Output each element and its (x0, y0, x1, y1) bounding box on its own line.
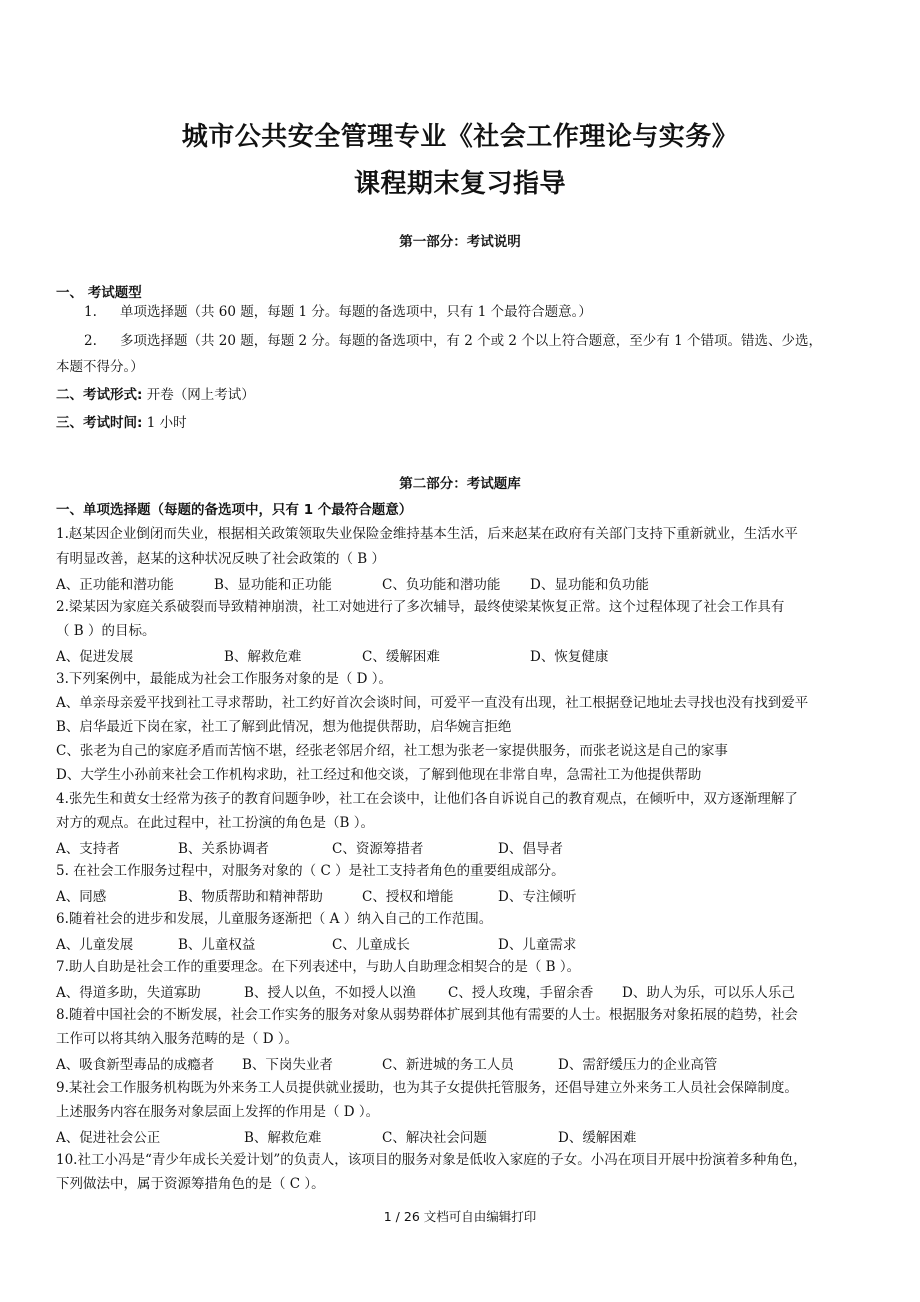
question-7-line-1: 7.助人自助是社会工作的重要理念。在下列表述中，与助人自助理念相契合的是（ B ）。 (56, 959, 581, 975)
option-c: C、授权和增能 (362, 889, 454, 905)
exam-type-item-1 (84, 302, 592, 322)
option-c: C、缓解困难 (362, 649, 440, 665)
question-9-line-2: 上述服务内容在服务对象层面上发挥的作用是（ D ）。 (56, 1104, 380, 1120)
question-3-option-c: C、张老为自己的家庭矛盾而苦恼不堪，经张老邻居介绍，社工想为张老一家提供服务，而张老说这是自己的家事 (56, 743, 728, 759)
part2-heading: 第二部分：考试题库 (399, 476, 521, 492)
option-d: D、缓解困难 (558, 1130, 637, 1146)
option-a: A、吸食新型毒品的成瘾者 (56, 1057, 215, 1073)
option-b: B、解救危难 (244, 1130, 322, 1146)
item-number: 1. (84, 304, 97, 320)
option-a: A、促进发展 (56, 649, 134, 665)
exam-time-value: 1 小时 (146, 415, 187, 431)
question-4-line-2: 对方的观点。在此过程中，社工扮演的角色是（B ）。 (56, 815, 374, 831)
option-c: C、资源筹措者 (332, 841, 424, 857)
option-d: D、显功能和负功能 (530, 577, 649, 593)
exam-time-label: 三、考试时间: (56, 415, 143, 431)
single-choice-section-heading: 一、单项选择题（每题的备选项中，只有 1 个最符合题意） (56, 502, 413, 518)
option-c: C、儿童成长 (332, 937, 410, 953)
exam-form-line (56, 385, 255, 405)
question-1-options (56, 573, 856, 593)
question-8-options (56, 1053, 856, 1073)
option-b: B、显功能和正功能 (214, 577, 332, 593)
option-d: D、助人为乐，可以乐人乐己 (622, 985, 795, 1001)
option-d: D、儿童需求 (498, 937, 577, 953)
question-4-line-1: 4.张先生和黄女士经常为孩子的教育问题争吵，社工在会谈中，让他们各自诉说自己的教育观点，在倾听中，双方逐渐理解了 (56, 791, 798, 807)
item-text: 单项选择题（共 60 题，每题 1 分。每题的备选项中，只有 1 个最符合题意。） (120, 304, 592, 320)
question-2-options (56, 645, 856, 665)
option-b: B、物质帮助和精神帮助 (178, 889, 323, 905)
item-text: 多项选择题（共 20 题，每题 2 分。每题的备选项中，有 2 个或 2 个以上符合题意，至少有 1 个错项。错选、少选， (120, 333, 822, 349)
option-d: D、专注倾听 (498, 889, 577, 905)
question-1-line-2: 有明显改善，赵某的这种状况反映了社会政策的（ B ） (56, 551, 386, 567)
exam-form-label: 二、考试形式: (56, 387, 143, 403)
option-b: B、授人以鱼，不如授人以渔 (244, 985, 416, 1001)
exam-time-line (56, 413, 187, 433)
page-footer: 1 / 26 文档可自由编辑打印 (383, 1209, 537, 1224)
document-title-line2: 课程期末复习指导 (353, 169, 566, 199)
question-5-line-1: 5. 在社会工作服务过程中，对服务对象的（ C ）是社工支持者角色的重要组成部分。 (56, 863, 565, 879)
option-b: B、解救危难 (224, 649, 302, 665)
question-6-options (56, 933, 856, 953)
option-b: B、关系协调者 (178, 841, 269, 857)
question-9-options (56, 1126, 856, 1146)
option-b: B、下岗失业者 (242, 1057, 333, 1073)
question-2-line-1: 2.梁某因为家庭关系破裂而导致精神崩溃，社工对她进行了多次辅导，最终使梁某恢复正常。这个过程体现了社会工作具有 (56, 599, 785, 615)
option-d: D、恢复健康 (530, 649, 609, 665)
option-b: B、儿童权益 (178, 937, 256, 953)
question-2-line-2: （ B ）的目标。 (56, 623, 156, 639)
question-3-option-b: B、启华最近下岗在家，社工了解到此情况，想为他提供帮助，启华婉言拒绝 (56, 719, 512, 735)
option-a: A、正功能和潜功能 (56, 577, 174, 593)
option-d: D、需舒缓压力的企业高管 (558, 1057, 718, 1073)
option-a: A、得道多助，失道寡助 (56, 985, 201, 1001)
question-3-line-1: 3.下列案例中，最能成为社会工作服务对象的是（ D ）。 (56, 671, 393, 687)
exam-type-item-2-continued: 本题不得分。） (56, 359, 144, 375)
part1-heading: 第一部分：考试说明 (399, 234, 521, 250)
question-1-line-1: 1.赵某因企业倒闭而失业，根据相关政策领取失业保险金维持基本生活，后来赵某在政府有关部门支持下重新就业，生活水平 (56, 526, 798, 542)
option-a: A、儿童发展 (56, 937, 134, 953)
question-9-line-1: 9.某社会工作服务机构既为外来务工人员提供就业援助，也为其子女提供托管服务，还倡导建立外来务工人员社会保障制度。 (56, 1080, 798, 1096)
question-4-options (56, 837, 856, 857)
question-8-line-1: 8.随着中国社会的不断发展，社会工作实务的服务对象从弱势群体扩展到其他有需要的人士。根据服务对象拓展的趋势，社会 (56, 1007, 798, 1023)
option-a: A、促进社会公正 (56, 1130, 161, 1146)
question-7-options (56, 981, 856, 1001)
question-6-line-1: 6.随着社会的进步和发展，儿童服务逐渐把（ A ）纳入自己的工作范围。 (56, 911, 493, 927)
question-3-option-a: A、单亲母亲爱平找到社工寻求帮助，社工约好首次会谈时间，可爱平一直没有出现，社工根据登记地址去寻找也没有找到爱平 (56, 695, 809, 711)
item-number: 2. (84, 333, 97, 349)
question-10-line-1: 10.社工小冯是“青少年成长关爱计划”的负责人，该项目的服务对象是低收入家庭的子女。小冯在项目开展中扮演着多种角色， (56, 1152, 807, 1168)
section-exam-types-heading: 一、 考试题型 (56, 285, 142, 301)
question-3-option-d: D、大学生小孙前来社会工作机构求助，社工经过和他交谈，了解到他现在非常自卑，急需社工为他提供帮助 (56, 767, 702, 783)
exam-form-value: 开卷（网上考试） (146, 387, 255, 403)
option-c: C、新进城的务工人员 (382, 1057, 514, 1073)
document-title-line1: 城市公共安全管理专业《社会工作理论与实务》 (181, 122, 739, 152)
option-c: C、解决社会问题 (382, 1130, 487, 1146)
option-a: A、同感 (56, 889, 107, 905)
option-d: D、倡导者 (498, 841, 563, 857)
question-8-line-2: 工作可以将其纳入服务范畴的是（ D ）。 (56, 1031, 299, 1047)
option-c: C、负功能和潜功能 (382, 577, 501, 593)
question-10-line-2: 下列做法中，属于资源筹措角色的是（ C ）。 (56, 1176, 325, 1192)
exam-type-item-2 (84, 331, 822, 351)
option-a: A、支持者 (56, 841, 120, 857)
question-5-options (56, 885, 856, 905)
option-c: C、授人玫瑰，手留余香 (448, 985, 594, 1001)
